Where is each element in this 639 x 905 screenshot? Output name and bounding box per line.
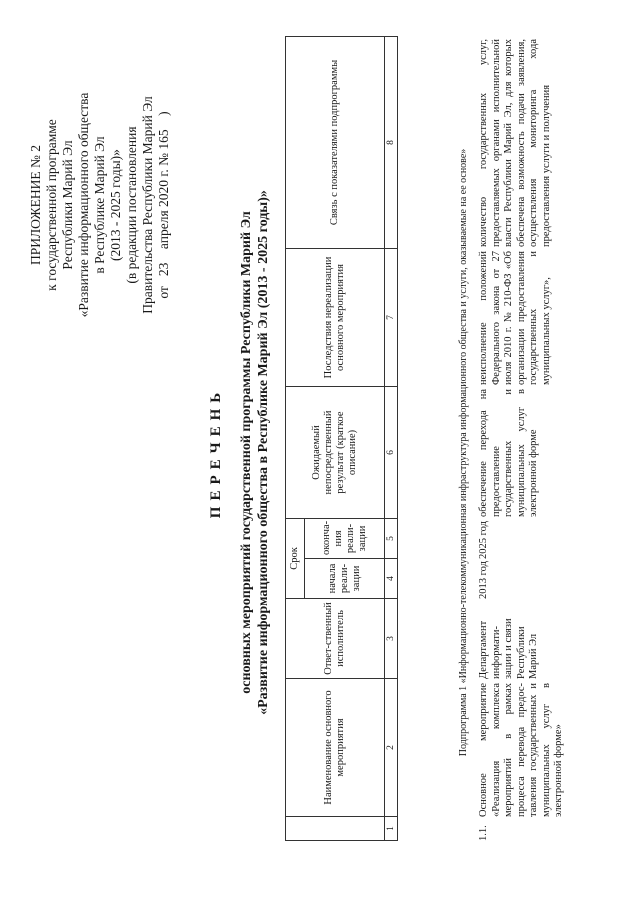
appendix-line: Правительства Республики Марий Эл — [140, 96, 155, 314]
header-result: Ожидаемый непосредственный результат (краткое описание) — [286, 386, 385, 518]
appendix-line: ПРИЛОЖЕНИЕ № 2 — [28, 144, 43, 266]
appendix-line: от 23 апреля 2020 г. № 165 ) — [156, 111, 171, 299]
row-start: 2013 год — [478, 561, 489, 599]
column-number: 2 — [385, 679, 398, 817]
row-consequences: неисполнение положений Федерального закона от 27 июля 2010 г. № 210-ФЗ «Об организации предоставления государственных и муниципальных услуг», — [478, 251, 552, 385]
document-title: ПЕРЕЧЕНЬ — [208, 386, 224, 519]
appendix-line: в Республике Марий Эл — [92, 136, 107, 274]
header-name: Наименование основного мероприятия — [286, 679, 385, 817]
column-number: 4 — [385, 559, 398, 599]
appendix-line: Республики Марий Эл — [60, 140, 75, 270]
appendix-line: (в редакции постановления — [124, 126, 139, 284]
row-number: 1.1. — [478, 825, 489, 841]
subtitle-line: «Развитие информационного общества в Республике Марий Эл (2013 - 2025 годы)» — [256, 190, 271, 715]
header-end: оконча-ния реали-зации — [305, 518, 385, 558]
column-number: 1 — [385, 817, 398, 841]
document-subtitle — [238, 0, 272, 905]
appendix-line: «Развитие информационного общества — [76, 92, 91, 318]
header-term: Срок — [286, 518, 305, 598]
appendix-line: к государственной программе — [44, 119, 59, 291]
column-number: 8 — [385, 36, 398, 248]
subprogram-heading: Подпрограмма 1 «Информационно-телекоммуникационная инфраструктура информационного общества и услуги, оказываемые на ее основе» — [458, 148, 469, 757]
column-number: 7 — [385, 248, 398, 386]
subtitle-line: основных мероприятий государственной программы Республики Марий Эл — [239, 211, 254, 694]
row-end: 2025 год — [478, 521, 489, 559]
appendix-line: (2013 - 2025 годы)» — [108, 149, 123, 261]
header-number — [286, 817, 385, 841]
column-number: 3 — [385, 599, 398, 679]
column-number: 6 — [385, 386, 398, 518]
header-executor: Ответ-ственный исполнитель — [286, 599, 385, 679]
column-number-row — [385, 36, 398, 840]
row-result: обеспечение перехода на предоставление государственных и муниципальных услуг в электронной форме — [478, 389, 539, 517]
row-measure-name: Основное мероприятие «Реализация комплекса мероприятий в рамках процесса перевода предос-тавления государственных и муниципальных услуг в электронной форме» — [478, 683, 564, 817]
header-link: Связь с показателями подпрограммы — [286, 36, 385, 248]
header-start: начала реали-зации — [305, 559, 385, 599]
measures-table — [285, 36, 398, 841]
header-consequences: Последствия нереализации основного мероприятия — [286, 248, 385, 386]
row-executor: Департамент информати-зации и связи Республики Марий Эл — [478, 618, 539, 679]
column-number: 5 — [385, 518, 398, 558]
appendix-header — [28, 5, 172, 405]
row-link: количество государственных услуг, предоставляемых органами исполнительной власти Республики Марий Эл, для которых обеспечена возможность подачи заявления, осуществления мониторинга хода предоставления услуги и получения — [478, 39, 552, 247]
